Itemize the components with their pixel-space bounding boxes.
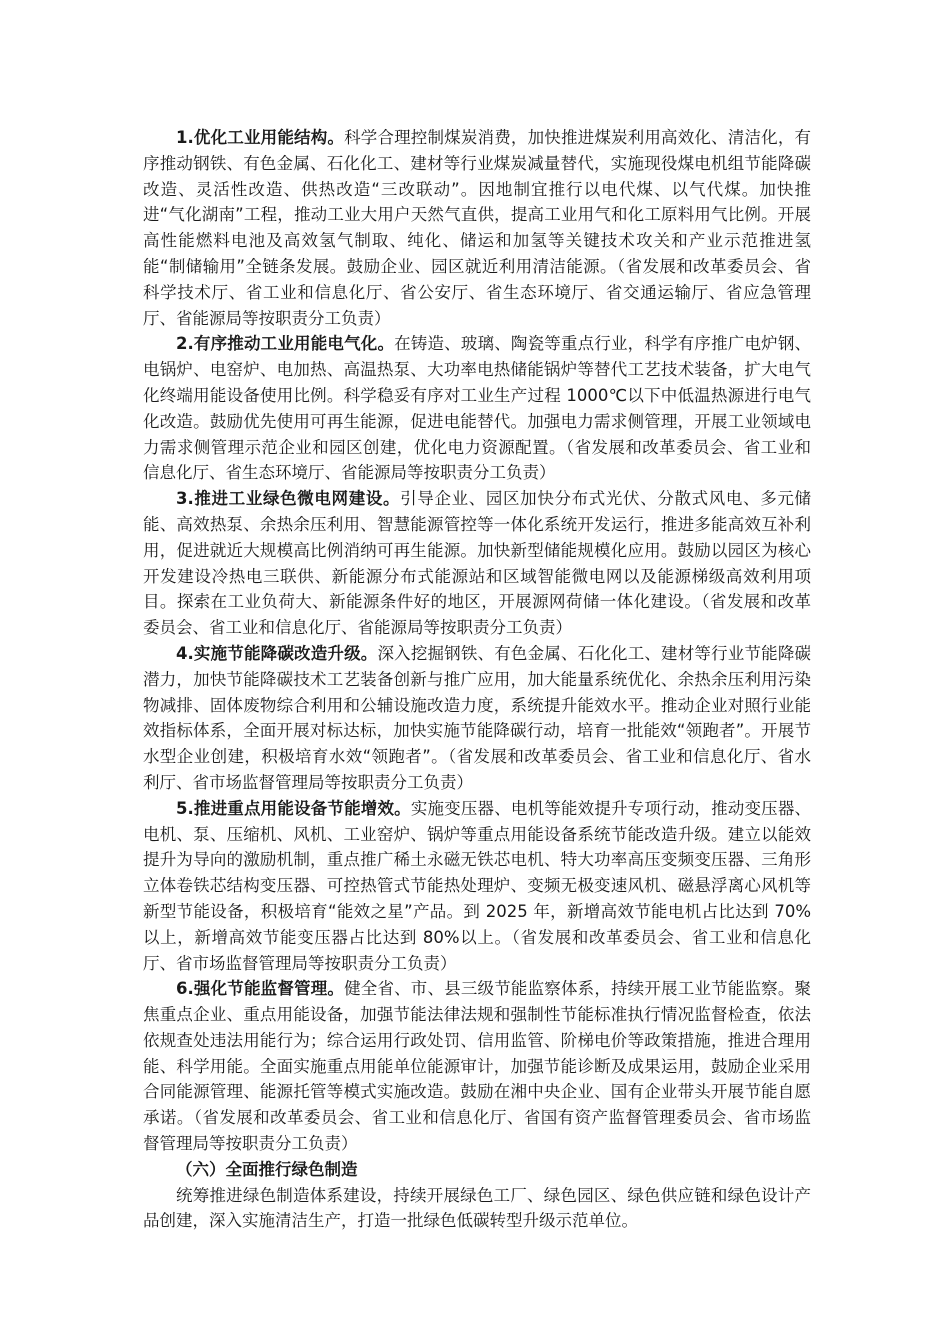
paragraph-2-text: 在铸造、玻璃、陶瓷等重点行业，科学有序推广电炉钢、电锅炉、电窑炉、电加热、高温热泵、大功率电热储能锅炉等替代工艺技术装备，扩大电气化终端用能设备使用比例。科学稳妥有序对工业生产过程 1000℃以下中低温热源进行电气化改造。鼓励优先使用可再生能源，促进电能替代。加强电力需求侧管理，开展工业领域电力需求侧管理示范企业和园区创建，优化电力资源配置。（省发展和改革委员会、省工业和信息化厅、省生态环境厅、省能源局等按职责分工负责） bbox=[143, 334, 812, 483]
section-paragraph: 统筹推进绿色制造体系建设，持续开展绿色工厂、绿色园区、绿色供应链和绿色设计产品创建，深入实施清洁生产，打造一批绿色低碳转型升级示范单位。 bbox=[143, 1185, 811, 1231]
section-heading: （六）全面推行绿色制造 bbox=[176, 1159, 358, 1179]
paragraph-4-text: 深入挖掘钢铁、有色金属、石化化工、建材等行业节能降碳潜力，加快节能降碳技术工艺装备创新与推广应用，加大能量系统优化、余热余压利用污染物减排、固体废物综合利用和公辅设施改造力度，系统提升能效水平。推动企业对照行业能效指标体系，全面开展对标达标，加快实施节能降碳行动，培育一批能效“领跑者”。开展节水型企业创建，积极培育水效“领跑者”。（省发展和改革委员会、省工业和信息化厅、省水利厅、省市场监督管理局等按职责分工负责） bbox=[143, 643, 812, 792]
paragraph-1-text: 科学合理控制煤炭消费，加快推进煤炭利用高效化、清洁化，有序推动钢铁、有色金属、石化化工、建材等行业煤炭减量替代，实施现役煤电机组节能降碳改造、灵活性改造、供热改造“三改联动”。因地制宜推行以电代煤、以气代煤。加快推进“气化湖南”工程，推动工业大用户天然气直供，提高工业用气和化工原料用气比例。开展高性能燃料电池及高效氢气制取、纯化、储运和加氢等关键技术攻关和产业示范推进氢能“制储输用”全链条发展。鼓励企业、园区就近利用清洁能源。（省发展和改革委员会、省科学技术厅、省工业和信息化厅、省公安厅、省生态环境厅、省交通运输厅、省应急管理厅、省能源局等按职责分工负责） bbox=[143, 128, 812, 328]
paragraph-1-lead: 1.优化工业用能结构。 bbox=[176, 128, 345, 147]
paragraph-4-lead: 4.实施节能降碳改造升级。 bbox=[176, 643, 378, 663]
paragraph-6-lead: 6.强化节能监督管理。 bbox=[176, 979, 345, 999]
paragraph-3-lead: 3.推进工业绿色微电网建设。 bbox=[176, 489, 401, 509]
paragraph-3-text: 引导企业、园区加快分布式光伏、分散式风电、多元储能、高效热泵、余热余压利用、智慧能源管控等一体化系统开发运行，推进多能高效互补利用，促进就近大规模高比例消纳可再生能源。加快新型储能规模化应用。鼓励以园区为核心开发建设冷热电三联供、新能源分布式能源站和区域智能微电网以及能源梯级高效利用项目。探索在工业负荷大、新能源条件好的地区，开展源网荷储一体化建设。（省发展和改革委员会、省工业和信息化厅、省能源局等按职责分工负责） bbox=[143, 489, 812, 638]
paragraph-4 bbox=[143, 641, 811, 796]
paragraph-6-text: 健全省、市、县三级节能监察体系，持续开展工业节能监察。聚焦重点企业、重点用能设备，加强节能法律法规和强制性节能标准执行情况监督检查，依法依规查处违法用能行为；综合运用行政处罚、信用监管、阶梯电价等政策措施，推进合理用能、科学用能。全面实施重点用能单位能源审计，加强节能诊断及成果运用，鼓励企业采用合同能源管理、能源托管等模式实施改造。鼓励在湘中央企业、国有企业带头开展节能自愿承诺。（省发展和改革委员会、省工业和信息化厅、省国有资产监督管理委员会、省市场监督管理局等按职责分工负责） bbox=[143, 979, 812, 1154]
document-page bbox=[143, 125, 811, 1234]
paragraph-3 bbox=[143, 486, 811, 641]
paragraph-5 bbox=[143, 796, 811, 977]
paragraph-5-text: 实施变压器、电机等能效提升专项行动，推动变压器、电机、泵、压缩机、风机、工业窑炉、锅炉等重点用能设备系统节能改造升级。建立以能效提升为导向的激励机制，重点推广稀土永磁无铁芯电机、特大功率高压变频变压器、三角形立体卷铁芯结构变压器、可控热管式节能热处理炉、变频无极变速风机、磁悬浮离心风机等新型节能设备，积极培育“能效之星”产品。到 2025 年，新增高效节能电机占比达到 70%以上，新增高效节能变压器占比达到 80%以上。（省发展和改革委员会、省工业和信息化厅、省市场监督管理局等按职责分工负责） bbox=[143, 798, 812, 973]
paragraph-1 bbox=[143, 125, 811, 331]
paragraph-6 bbox=[143, 976, 811, 1157]
paragraph-2-lead: 2.有序推动工业用能电气化。 bbox=[176, 334, 395, 354]
paragraph-5-lead: 5.推进重点用能设备节能增效。 bbox=[176, 798, 411, 818]
paragraph-2 bbox=[143, 331, 811, 486]
